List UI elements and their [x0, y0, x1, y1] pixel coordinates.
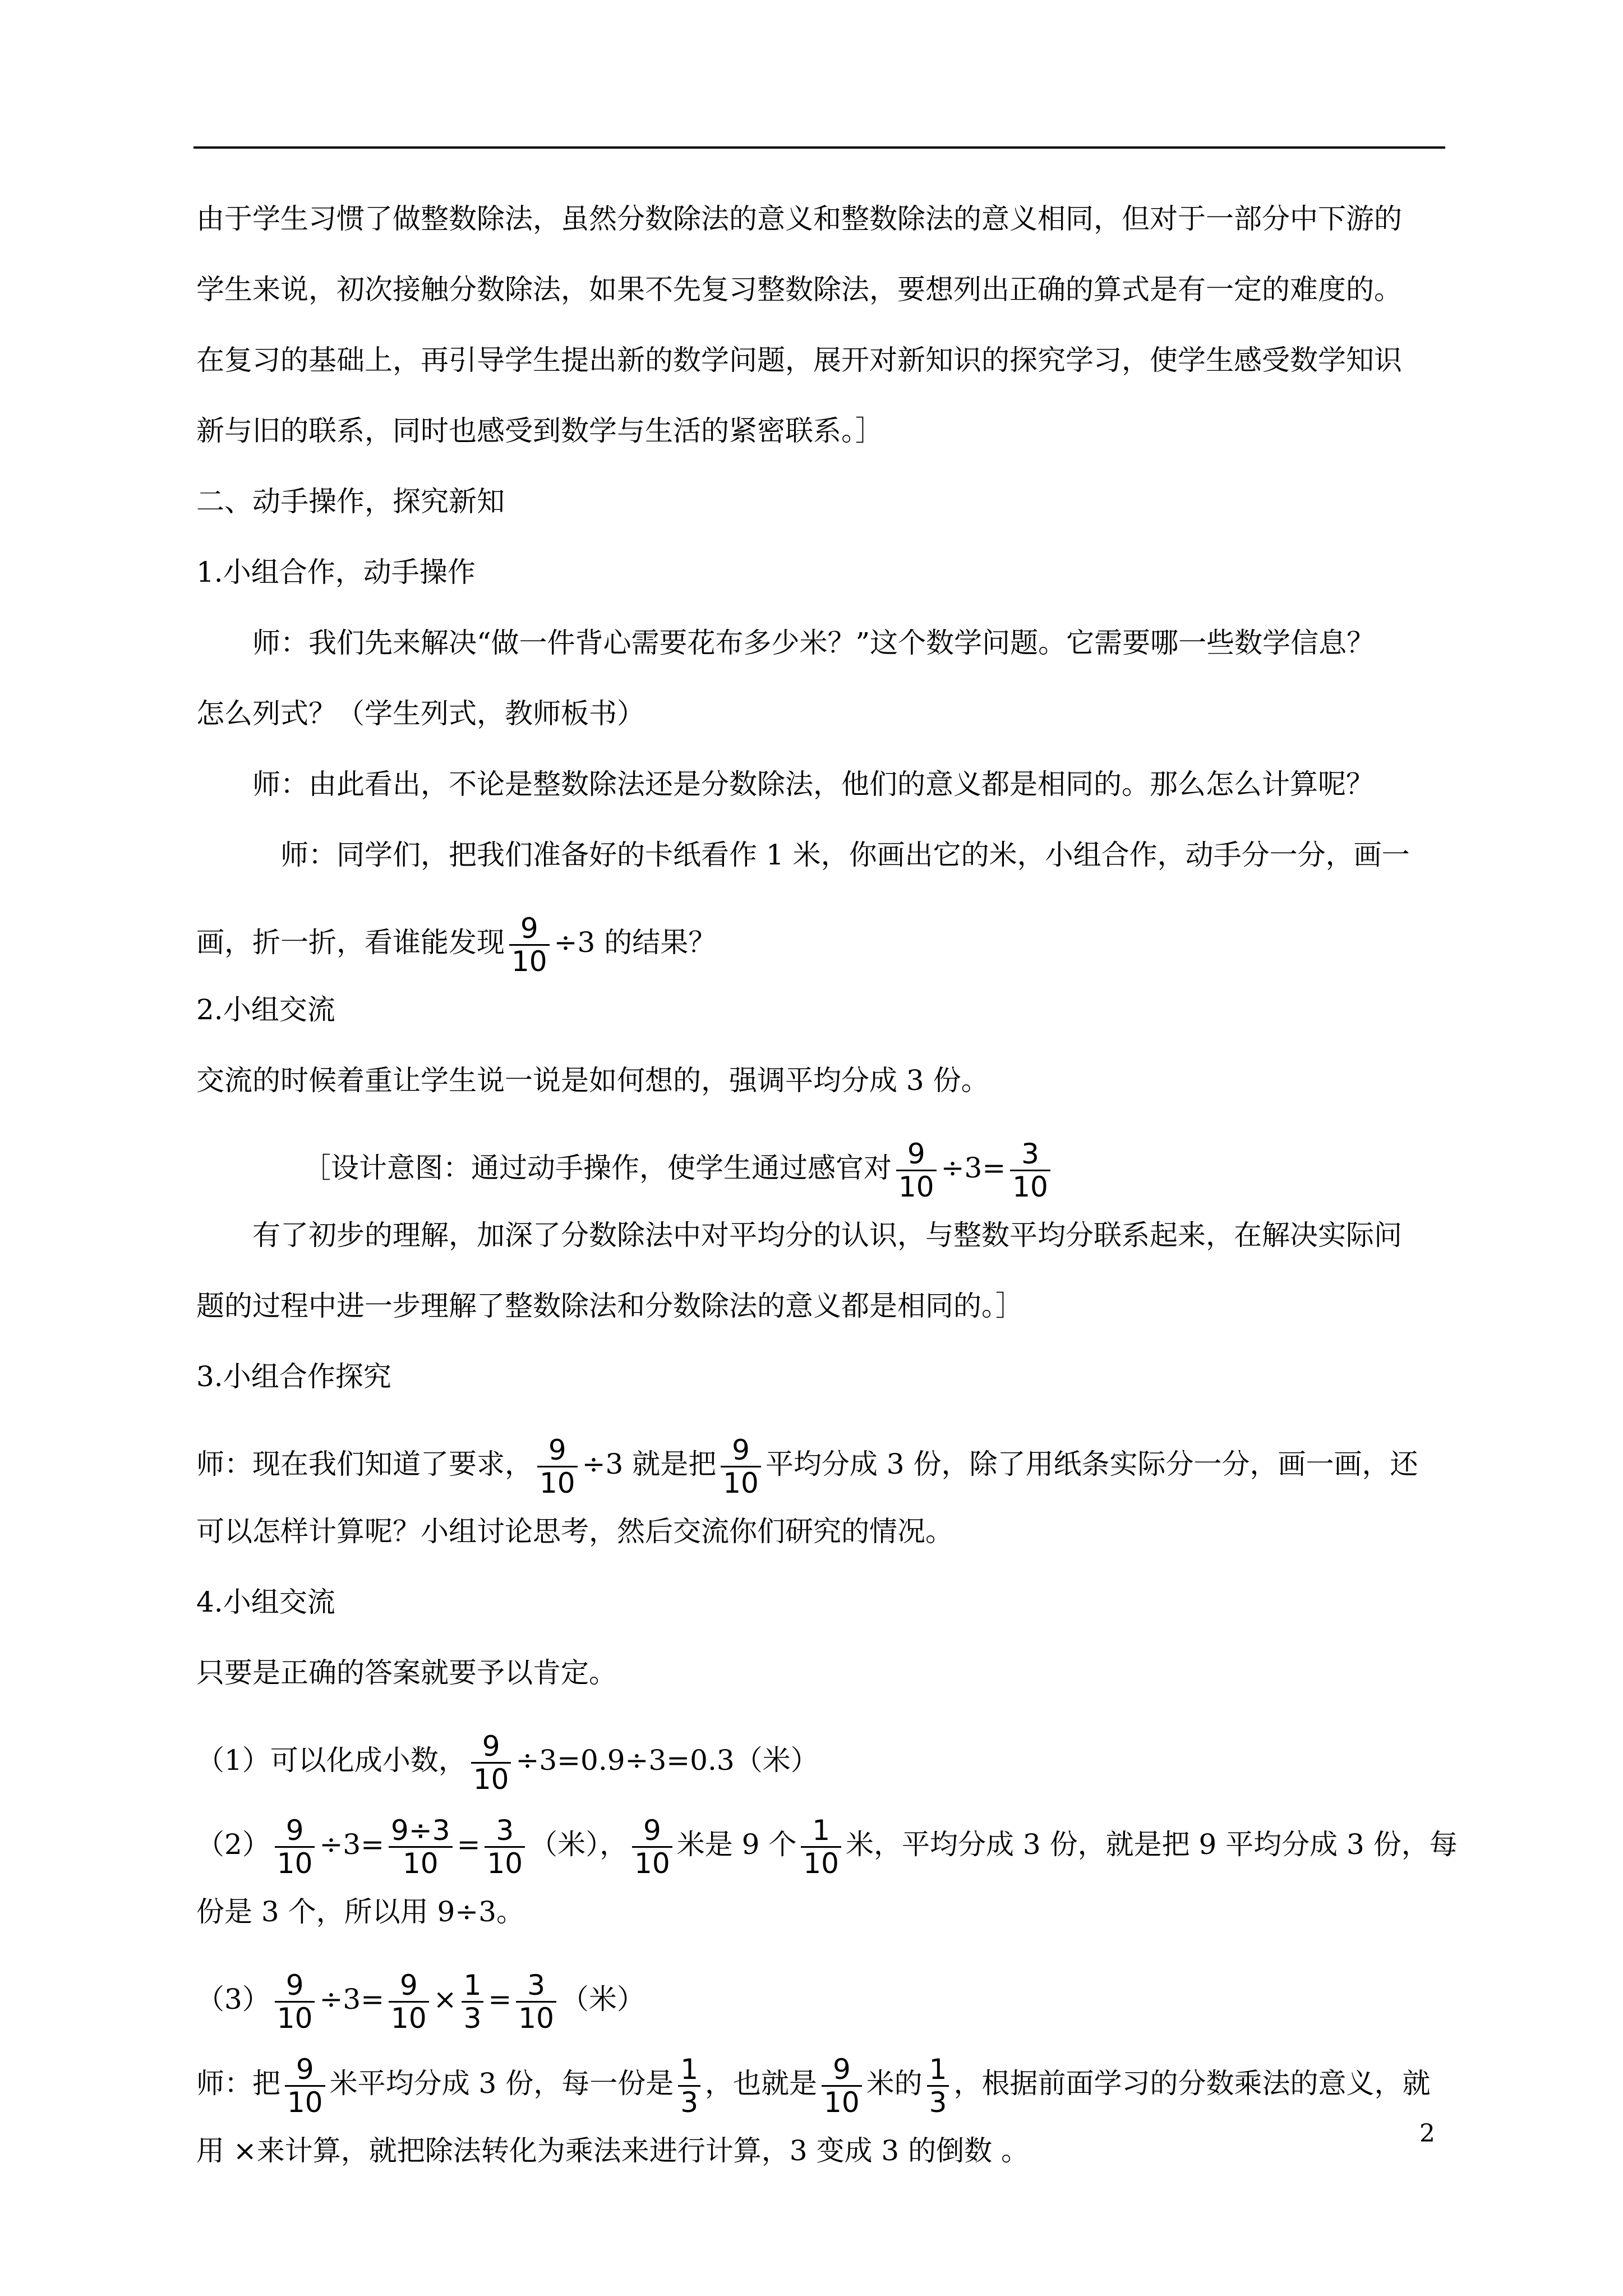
paragraph: 交流的时候着重让学生说一说是如何想的，强调平均分成 3 份。 — [196, 1064, 989, 1097]
text-run: 平均分成 3 份，除了用纸条实际分一分，画一画，还 — [765, 1448, 1418, 1480]
denominator: 3 — [678, 2085, 700, 2118]
denominator: 10 — [516, 2001, 556, 2034]
denominator: 3 — [927, 2085, 949, 2118]
subsection-heading: 2.小组交流 — [196, 993, 335, 1026]
paragraph-with-fraction — [196, 1134, 1448, 1202]
fraction — [389, 1970, 429, 2034]
text-run: ÷3= — [940, 1152, 1006, 1184]
fraction — [516, 1970, 556, 2034]
paragraph: 由于学生习惯了做整数除法，虽然分数除法的意义和整数除法的意义相同，但对于一部分中下游的 — [196, 203, 1402, 235]
denominator: 10 — [485, 1846, 525, 1879]
fraction — [632, 1815, 672, 1879]
document-body — [196, 202, 1458, 2205]
paragraph: 在复习的基础上，再引导学生提出新的数学问题，展开对新知识的探究学习，使学生感受数学知识 — [196, 344, 1402, 376]
paragraph: 题的过程中进一步理解了整数除法和分数除法的意义都是相同的。］ — [196, 1290, 1023, 1322]
method-2 — [196, 1811, 1458, 1880]
text-run: 米平均分成 3 份，每一份是 — [329, 2067, 674, 2100]
numerator: 1 — [929, 2053, 947, 2086]
text-run: ÷3=0.9÷3=0.3（米） — [515, 1744, 819, 1777]
text-run: × — [433, 1983, 457, 2016]
text-run: （米）， — [529, 1828, 628, 1861]
paragraph: 用 ×来计算，就把除法转化为乘法来进行计算，3 变成 3 的倒数 。 — [196, 2134, 1029, 2167]
denominator: 10 — [389, 2001, 429, 2034]
paragraph: 份是 3 个，所以用 9÷3。 — [196, 1895, 525, 1928]
text-run: （米） — [560, 1983, 645, 2016]
method-3 — [196, 1966, 1448, 2033]
paragraph: 师：我们先来解决“做一件背心需要花布多少米？”这个数学问题。它需要哪一些数学信息？ — [252, 627, 1375, 659]
numerator: 3 — [527, 1968, 546, 2001]
fraction — [537, 1434, 578, 1499]
text-run: = — [488, 1983, 512, 2016]
text-run: ，根据前面学习的分数乘法的意义，就 — [953, 2067, 1431, 2100]
numerator: 9 — [907, 1137, 925, 1170]
numerator: 9 — [832, 2053, 851, 2086]
text-run: 画，折一折，看谁能发现 — [196, 926, 505, 959]
denominator: 10 — [801, 1846, 841, 1879]
numerator: 9 — [285, 1814, 304, 1847]
paragraph: 可以怎样计算呢？小组讨论思考，然后交流你们研究的情况。 — [196, 1515, 953, 1548]
denominator: 10 — [471, 1762, 511, 1795]
text-run: = — [457, 1828, 481, 1861]
text-run: ，也就是 — [705, 2067, 818, 2100]
fraction — [275, 1970, 315, 2034]
denominator: 10 — [822, 2085, 862, 2118]
subsection-heading: 4.小组交流 — [196, 1586, 335, 1618]
paragraph-with-fraction — [196, 909, 1448, 976]
denominator: 10 — [285, 2085, 325, 2118]
denominator: 10 — [632, 1846, 672, 1879]
method-1 — [196, 1727, 1448, 1794]
paragraph: 师：由此看出，不论是整数除法还是分数除法，他们的意义都是相同的。那么怎么计算呢？ — [252, 768, 1374, 800]
paragraph: 新与旧的联系，同时也感受到数学与生活的紧密联系。］ — [196, 415, 883, 447]
subsection-heading: 1.小组合作，动手操作 — [196, 556, 476, 588]
page-number: 2 — [1419, 2119, 1435, 2148]
fraction — [721, 1434, 761, 1499]
text-run: ÷3 的结果？ — [554, 926, 717, 959]
text-run: ÷3 就是把 — [582, 1448, 717, 1480]
text-run: （2） — [196, 1828, 270, 1861]
text-run: 师：现在我们知道了要求， — [196, 1448, 533, 1480]
fraction — [822, 2054, 862, 2118]
paragraph: 只要是正确的答案就要予以肯定。 — [196, 1657, 617, 1689]
text-run: 米的 — [866, 2067, 923, 2100]
fraction — [509, 913, 550, 977]
denominator: 10 — [721, 1466, 761, 1499]
text-run: ÷3= — [319, 1983, 385, 2016]
paragraph-with-fraction — [196, 2050, 1448, 2117]
fraction — [1010, 1138, 1050, 1203]
fraction — [275, 1815, 315, 1879]
header-rule — [193, 146, 1445, 149]
numerator: 9 — [643, 1814, 661, 1847]
text-run: 米，平均分成 3 份，就是把 9 平均分成 3 份，每 — [845, 1828, 1458, 1861]
paragraph: 有了初步的理解，加深了分数除法中对平均分的认识，与整数平均分联系起来，在解决实际问 — [252, 1219, 1402, 1251]
denominator: 10 — [275, 1846, 315, 1879]
denominator: 10 — [537, 1466, 578, 1499]
numerator: 9 — [520, 912, 538, 945]
numerator: 9 — [296, 2053, 314, 2086]
denominator: 10 — [275, 2001, 315, 2034]
fraction — [471, 1731, 511, 1795]
numerator: 1 — [812, 1814, 831, 1847]
paragraph-with-fraction — [196, 1430, 1448, 1498]
text-run: ［设计意图：通过动手操作，使学生通过感官对 — [303, 1152, 892, 1184]
section-heading: 二、动手操作，探究新知 — [196, 485, 505, 518]
text-run: 米是 9 个 — [676, 1828, 797, 1861]
paragraph: 学生来说，初次接触分数除法，如果不先复习整数除法，要想列出正确的算式是有一定的难度的。 — [196, 273, 1402, 306]
fraction — [285, 2054, 325, 2118]
numerator: 9÷3 — [391, 1814, 450, 1847]
denominator: 10 — [509, 944, 550, 977]
text-run: （3） — [196, 1983, 270, 2016]
fraction — [462, 1970, 484, 2034]
numerator: 3 — [1021, 1137, 1039, 1170]
text-run: （1）可以化成小数， — [196, 1744, 467, 1777]
subsection-heading: 3.小组合作探究 — [196, 1360, 391, 1393]
denominator: 10 — [389, 1846, 453, 1879]
numerator: 1 — [680, 2053, 699, 2086]
fraction — [801, 1815, 841, 1879]
paragraph: 怎么列式？（学生列式，教师板书） — [196, 697, 645, 730]
fraction — [896, 1138, 937, 1203]
fraction — [927, 2054, 949, 2118]
numerator: 1 — [463, 1968, 482, 2001]
denominator: 10 — [1010, 1170, 1050, 1203]
numerator: 9 — [548, 1433, 566, 1466]
denominator: 10 — [896, 1170, 937, 1203]
numerator: 9 — [482, 1729, 500, 1763]
denominator: 3 — [462, 2001, 484, 2034]
text-run: ÷3= — [319, 1828, 385, 1861]
numerator: 9 — [399, 1968, 418, 2001]
fraction — [389, 1815, 453, 1879]
numerator: 9 — [732, 1433, 750, 1466]
paragraph: 师：同学们，把我们准备好的卡纸看作 1 米，你画出它的米，小组合作，动手分一分，画一 — [280, 839, 1410, 871]
text-run: 师：把 — [196, 2067, 280, 2100]
numerator: 3 — [496, 1814, 514, 1847]
numerator: 9 — [285, 1968, 304, 2001]
fraction — [485, 1815, 525, 1879]
fraction — [678, 2054, 700, 2118]
